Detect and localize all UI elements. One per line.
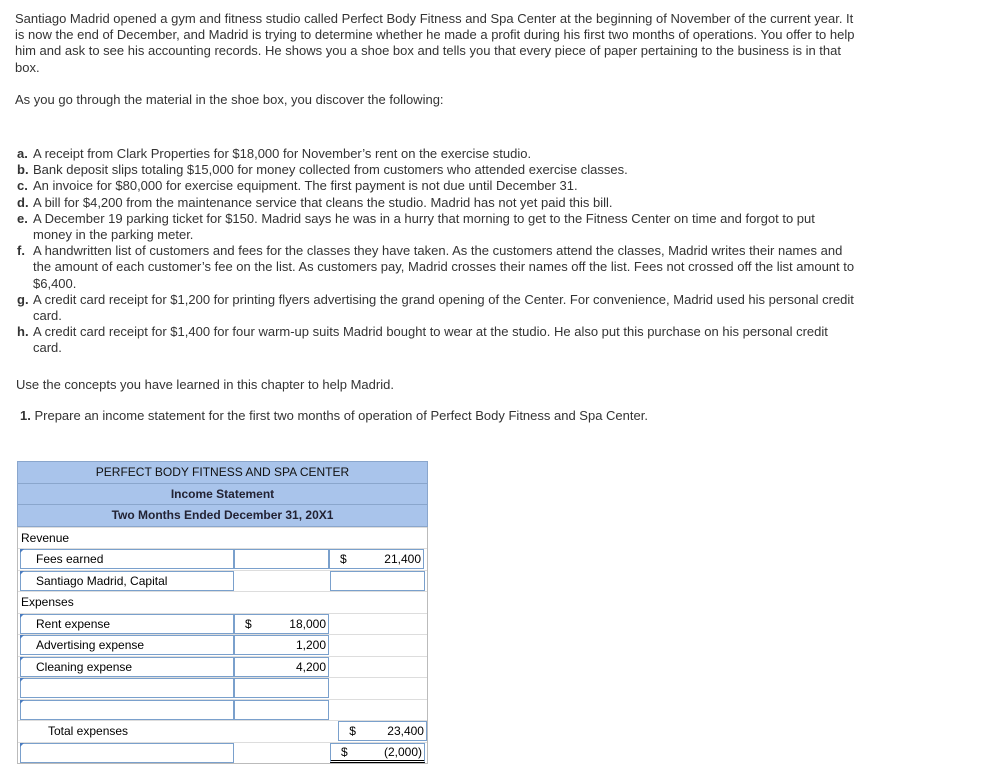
table-row	[18, 570, 427, 592]
list-item: d. A bill for $4,200 from the maintenance service that cleans the studio. Madrid has not yet paid this bill.	[17, 194, 613, 210]
fees-total-field[interactable]: $ 21,400	[329, 549, 424, 569]
discover-paragraph: As you go through the material in the shoe box, you discover the following:	[15, 91, 444, 107]
net-result-field[interactable]: $ (2,000)	[330, 743, 425, 763]
fees-amount-field[interactable]	[234, 549, 329, 569]
total-expenses-label: Total expenses	[48, 724, 129, 739]
rent-amount-field[interactable]: $ 18,000	[234, 614, 329, 634]
intro-paragraph: Santiago Madrid opened a gym and fitness studio called Perfect Body Fitness and Spa Center at the beginning of November of the current year. It is now the end of December, and Madrid is trying to determine whether he made a profit during his first two months of operations. You offer to help him and ask to see his accounting records. He shows you a shoe box and tells you that every piece of paper pertaining to the business is in that box.	[15, 11, 855, 75]
cleaning-expense-field[interactable]: Cleaning expense	[20, 657, 234, 677]
table-row	[18, 677, 427, 699]
table-row	[18, 699, 427, 721]
problem-text	[15, 11, 855, 357]
income-statement	[17, 461, 428, 764]
statement-period: Two Months Ended December 31, 20X1	[111, 508, 334, 522]
cleaning-amount-field[interactable]: 4,200	[234, 657, 329, 677]
fees-earned-field[interactable]: Fees earned	[20, 549, 234, 569]
statement-header	[17, 461, 428, 527]
capital-total-field[interactable]	[330, 571, 425, 591]
capital-field[interactable]: Santiago Madrid, Capital	[20, 571, 234, 591]
question-1: 1. Prepare an income statement for the first two months of operation of Perfect Body Fitness and Spa Center.	[20, 408, 648, 423]
expenses-label: Expenses	[21, 595, 74, 610]
list-item: b. Bank deposit slips totaling $15,000 for money collected from customers who attended exercise classes.	[17, 162, 628, 178]
total-expenses-field[interactable]: $ 23,400	[338, 721, 427, 741]
table-row	[18, 656, 427, 678]
list-item: a. A receipt from Clark Properties for $18,000 for November’s rent on the exercise studio.	[17, 146, 532, 162]
list-item: f. A handwritten list of customers and fees for the classes they have taken. As the customers attend the classes, Madrid writes their names and the amount of each customer’s fee on the list. As customers pay, Madrid crosses their names off the list. Fees not crossed off the list amount to $6,400.	[17, 243, 855, 291]
expense-amount-field[interactable]	[234, 700, 329, 720]
item-list	[15, 146, 855, 357]
rent-expense-field[interactable]: Rent expense	[20, 614, 234, 634]
expense-amount-field[interactable]	[234, 678, 329, 698]
revenue-label: Revenue	[21, 530, 70, 545]
table-row	[18, 634, 427, 656]
advertising-amount-field[interactable]: 1,200	[234, 635, 329, 655]
table-row	[18, 742, 427, 764]
table-row	[18, 720, 427, 742]
expense-label-field[interactable]	[20, 678, 234, 698]
statement-title: Income Statement	[18, 484, 427, 506]
list-item: c. An invoice for $80,000 for exercise equipment. The first payment is not due until December 31.	[17, 178, 578, 194]
table-row	[18, 613, 427, 635]
table-row	[18, 591, 427, 613]
net-result-label-field[interactable]	[20, 743, 234, 763]
advertising-expense-field[interactable]: Advertising expense	[20, 635, 234, 655]
list-item: h. A credit card receipt for $1,400 for four warm-up suits Madrid bought to wear at the studio. He also put this purchase on his personal credit card.	[17, 324, 828, 356]
expense-label-field[interactable]	[20, 700, 234, 720]
use-concepts-text: Use the concepts you have learned in this chapter to help Madrid.	[16, 377, 394, 392]
table-row	[18, 548, 427, 570]
list-item: e. A December 19 parking ticket for $150. Madrid says he was in a hurry that morning to get to the Fitness Center on time and forgot to put money in the parking meter.	[17, 210, 815, 243]
table-row	[18, 527, 427, 549]
company-name: PERFECT BODY FITNESS AND SPA CENTER	[18, 462, 427, 484]
list-item: g. A credit card receipt for $1,200 for printing flyers advertising the grand opening of the Center. For convenience, Madrid used his personal credit card.	[17, 291, 854, 324]
